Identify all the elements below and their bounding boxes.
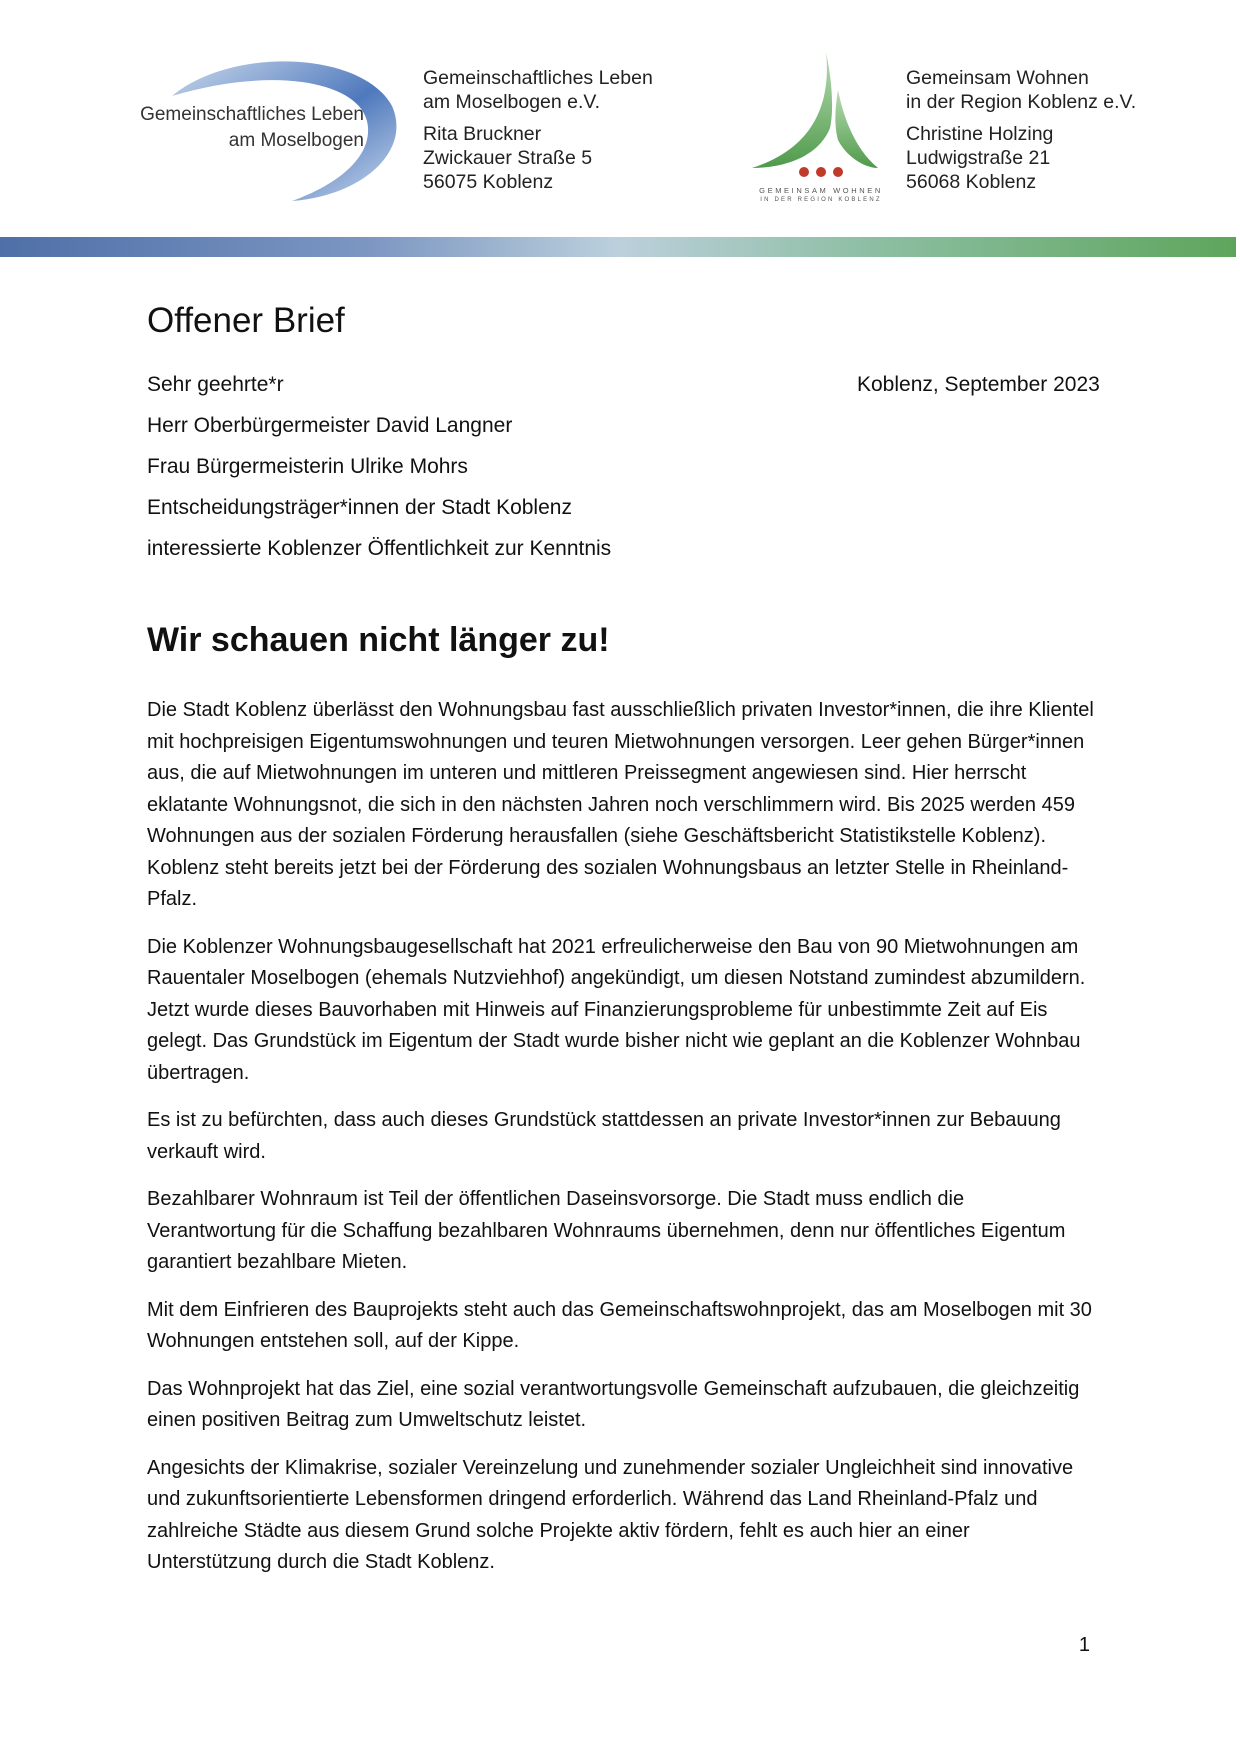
logo-right-text-line2: IN DER REGION KOBLENZ	[760, 197, 882, 203]
logo-right-text-line1: GEMEINSAM WOHNEN	[759, 186, 883, 195]
paragraph: Die Stadt Koblenz überlässt den Wohnungsbau fast ausschließlich privaten Investor*innen, die ihre Klientel mit hochpreisigen Eigentumswohnungen und teuren Mietwohnungen versorgen. Leer gehen Bürger*innen aus, die auf Mietwohnungen im unteren und mittleren Preissegment angewiesen sind. Hier herrscht eklatante Wohnungsnot, die sich in den nächsten Jahren noch verschlimmern wird. Bis 2025 werden 459 Wohnungen aus der sozialen Förderung herausfallen (siehe Geschäftsbericht Statistikstelle Koblenz). Koblenz steht bereits jetzt bei der Förderung des sozialen Wohnungsbaus an letzter Stelle in Rheinland-Pfalz.	[147, 699, 1094, 910]
recipient-line: Frau Bürgermeisterin Ulrike Mohrs	[147, 455, 468, 478]
recipient-line: interessierte Koblenzer Öffentlichkeit zur Kenntnis	[147, 537, 612, 560]
org-name-line1: Gemeinsam Wohnen	[906, 67, 1089, 89]
letter-body	[147, 296, 1100, 1595]
paragraph: Mit dem Einfrieren des Bauprojekts steht auch das Gemeinschaftswohnprojekt, das am Moselbogen mit 30 Wohnungen entstehen soll, auf der Kippe.	[147, 1298, 1092, 1352]
letterhead	[0, 0, 1240, 240]
recipient-block	[147, 364, 1100, 569]
document-title: Offener Brief	[147, 301, 345, 340]
logo-gemeinschaftliches-leben	[112, 56, 402, 206]
logo-gemeinsam-wohnen	[748, 50, 894, 210]
street: Zwickauer Straße 5	[423, 147, 593, 169]
color-gradient-band	[0, 237, 1236, 257]
letter-date: Koblenz, September 2023	[857, 373, 1100, 396]
org-name-line1: Gemeinschaftliches Leben	[423, 67, 653, 89]
sender-address-right	[906, 66, 1136, 194]
page-number: 1	[1078, 1634, 1090, 1656]
contact-name: Rita Bruckner	[423, 123, 542, 145]
sender-address-left	[423, 66, 653, 194]
street: Ludwigstraße 21	[906, 147, 1051, 169]
tree-logo-icon	[748, 50, 894, 186]
body-paragraphs	[147, 695, 1097, 1579]
paragraph: Bezahlbarer Wohnraum ist Teil der öffentlichen Daseinsvorsorge. Die Stadt muss endlich die Verantwortung für die Schaffung bezahlbaren Wohnraums übernehmen, denn nur öffentliches Eigentum garantiert bezahlbare Mieten.	[147, 1188, 1066, 1273]
recipient-line: Entscheidungsträger*innen der Stadt Koblenz	[147, 496, 572, 519]
city: 56068 Koblenz	[906, 171, 1037, 193]
logo-left-text-line2: am Moselbogen	[228, 130, 364, 151]
paragraph: Angesichts der Klimakrise, sozialer Vereinzelung und zunehmender sozialer Ungleichheit sind innovative und zukunftsorientierte Lebensformen dringend erforderlich. Während das Land Rheinland-Pfalz und zahlreiche Städte aus diesem Grund solche Projekte aktiv fördern, fehlt es auch hier an einer Unterstützung durch die Stadt Koblenz.	[147, 1456, 1074, 1573]
paragraph: Die Koblenzer Wohnungsbaugesellschaft hat 2021 erfreulicherweise den Bau von 90 Mietwohnungen am Rauentaler Moselbogen (ehemals Nutzviehhof) angekündigt, um diesen Notstand zumindest abzumildern. Jetzt wurde dieses Bauvorhaben mit Hinweis auf Finanzierungsprobleme für unbestimmte Zeit auf Eis gelegt. Das Grundstück im Eigentum der Stadt wurde bisher nicht wie geplant an die Koblenzer Wohnbau übertragen.	[147, 935, 1086, 1084]
org-name-line2: am Moselbogen e.V.	[423, 91, 601, 113]
contact-name: Christine Holzing	[906, 123, 1054, 145]
logo-left-text-line1: Gemeinschaftliches Leben	[140, 104, 364, 125]
paragraph: Es ist zu befürchten, dass auch dieses Grundstück stattdessen an private Investor*innen zur Bebauung verkauft wird.	[147, 1109, 1061, 1163]
city: 56075 Koblenz	[423, 171, 554, 193]
letter-headline: Wir schauen nicht länger zu!	[147, 621, 610, 659]
paragraph: Das Wohnprojekt hat das Ziel, eine sozial verantwortungsvolle Gemeinschaft aufzubauen, die gleichzeitig einen positiven Beitrag zum Umweltschutz leistet.	[147, 1377, 1080, 1431]
recipient-line: Herr Oberbürgermeister David Langner	[147, 414, 513, 437]
org-name-line2: in der Region Koblenz e.V.	[906, 91, 1137, 113]
recipient-line: Sehr geehrte*r	[147, 373, 284, 396]
